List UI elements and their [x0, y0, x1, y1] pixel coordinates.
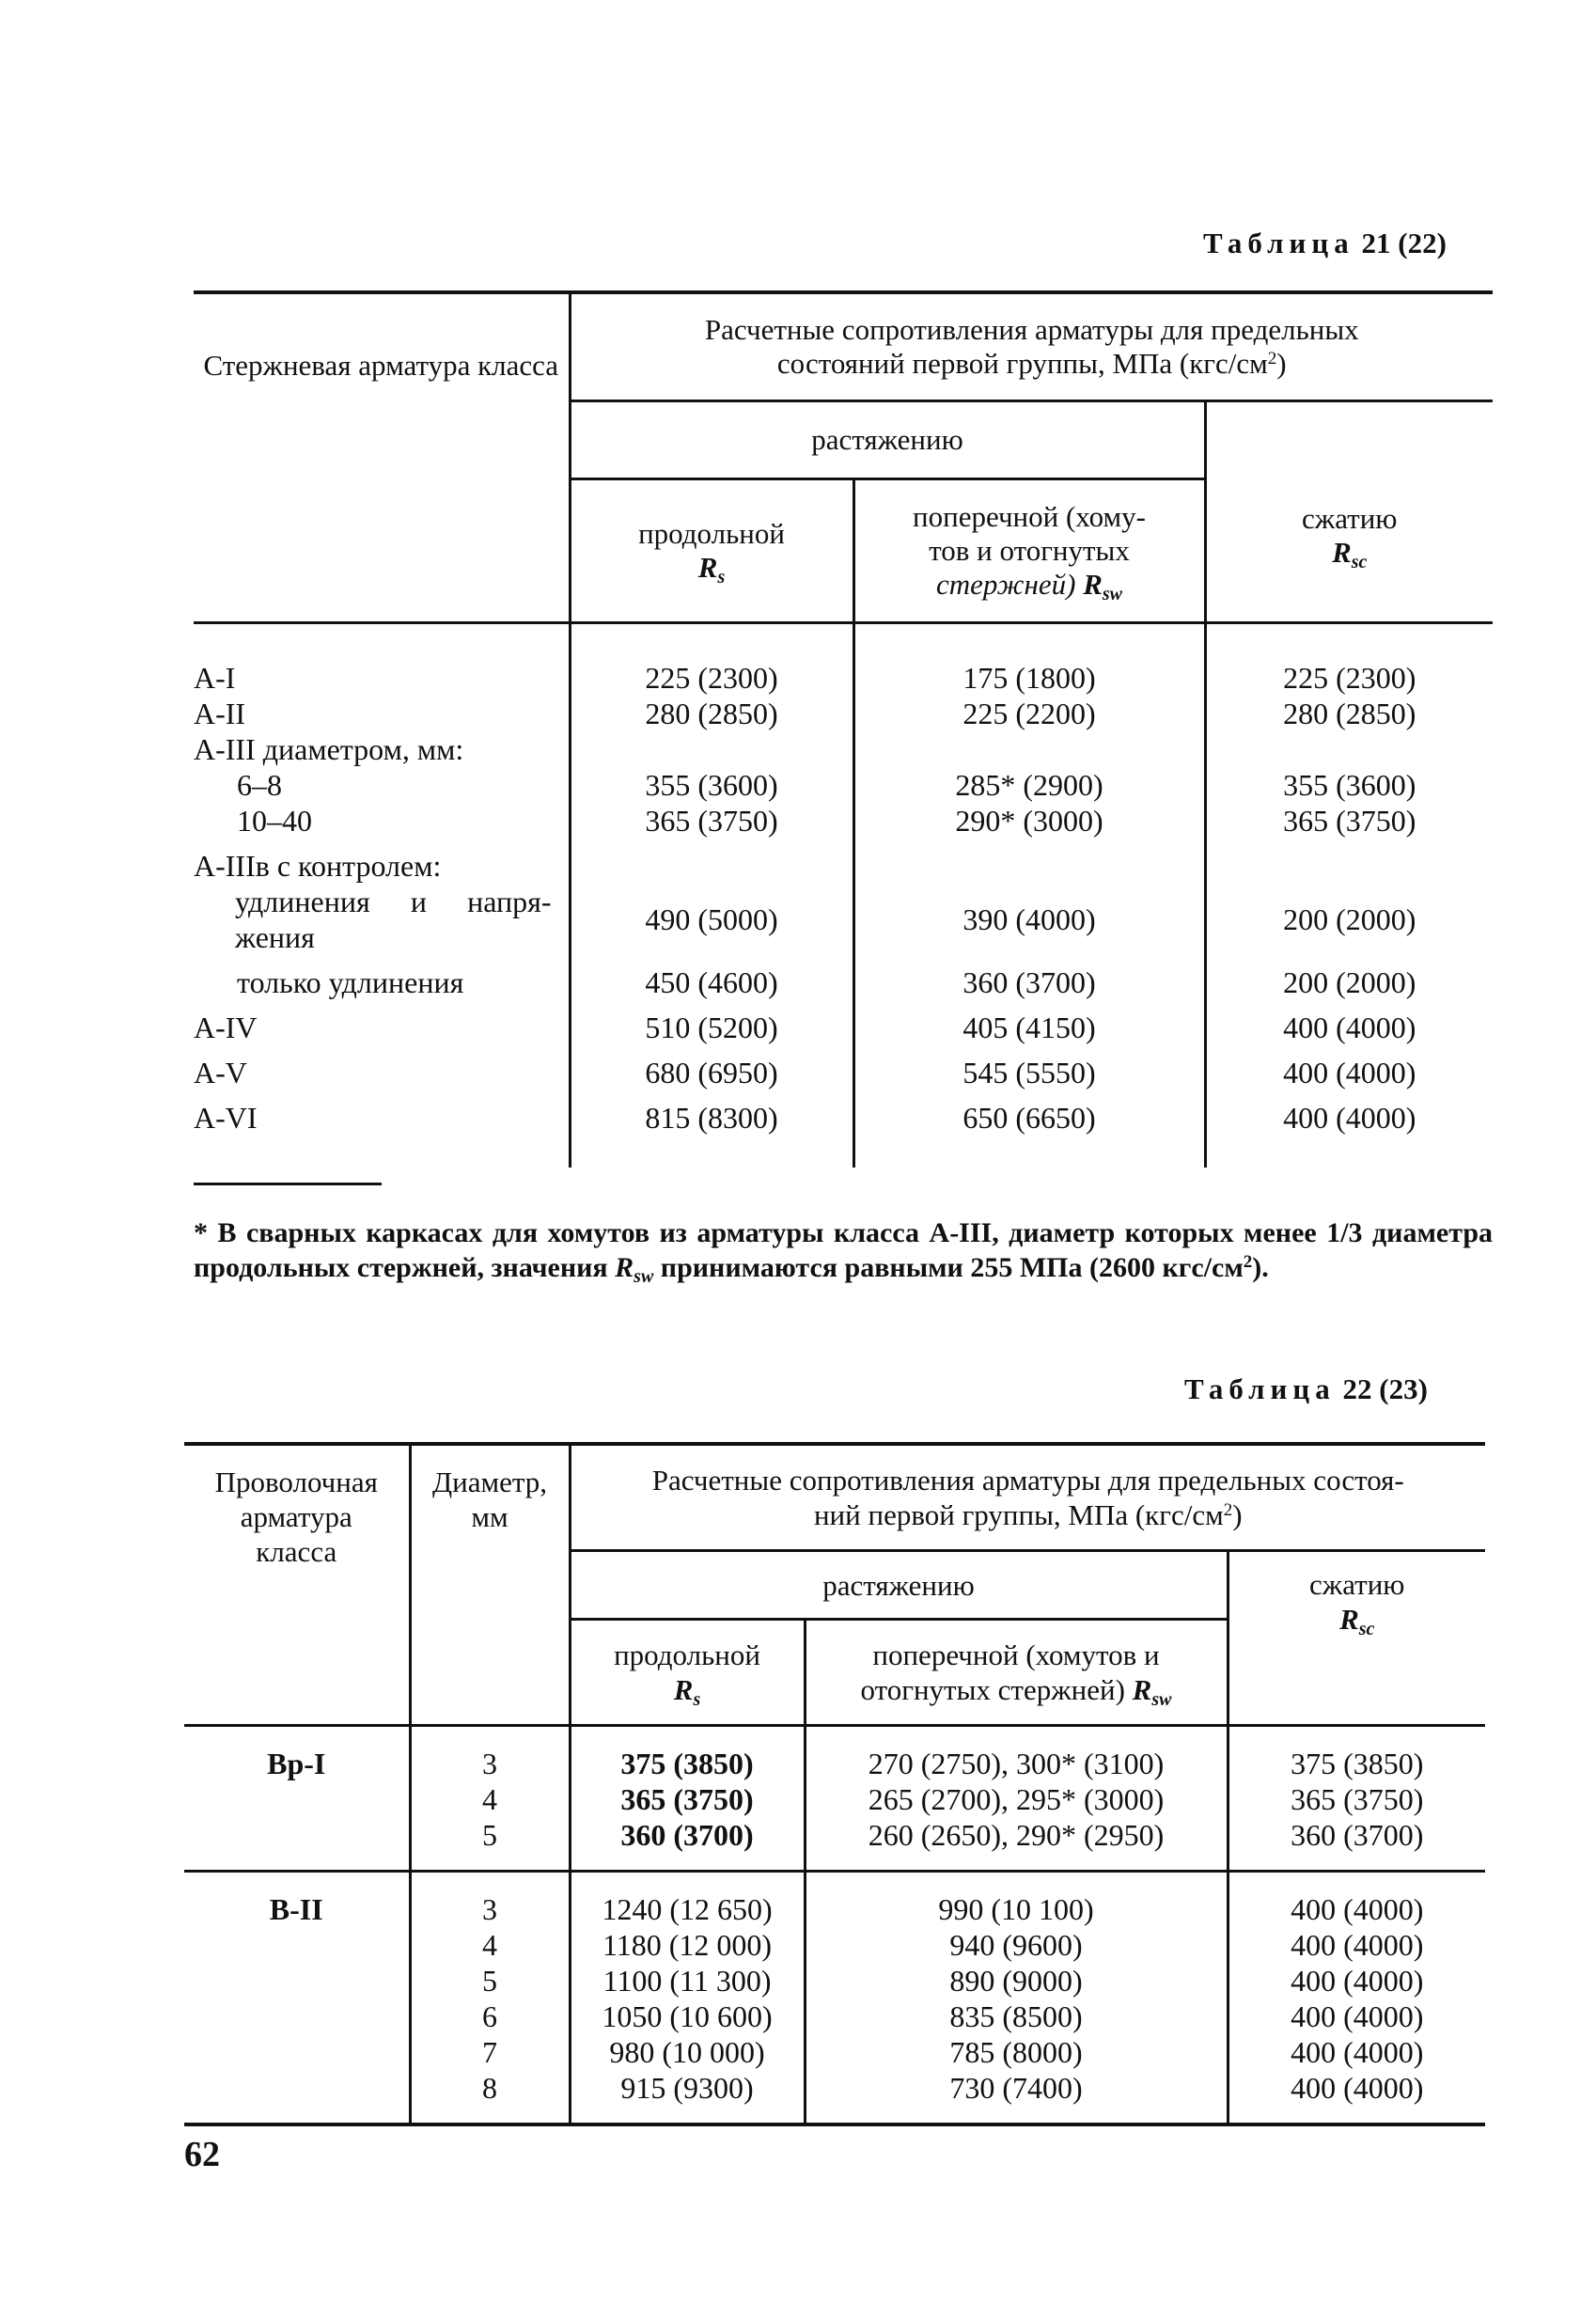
rsc-cell: 400 (4000): [1205, 1000, 1493, 1045]
table-21: [194, 290, 1493, 1168]
class-cell: A-VI: [194, 1101, 258, 1135]
rsc-cell: 365 (3750): [1205, 803, 1493, 839]
class-cell: только удлинения: [237, 965, 464, 999]
class-cell: 10–40: [237, 804, 312, 838]
rsw-cell: 390 (4000): [853, 884, 1205, 955]
rs-cell: 680 (6950): [570, 1045, 853, 1090]
page-number: 62: [184, 2135, 220, 2174]
class-cell: 6–8: [237, 768, 282, 802]
class-cell: A-V: [194, 1056, 247, 1089]
rsw-cell: 290* (3000): [853, 803, 1205, 839]
rsw-cell: 650 (6650): [853, 1090, 1205, 1168]
table-row: [194, 696, 1493, 731]
class-cell: удлинения и напря- жения: [235, 885, 552, 954]
rs-cell: 490 (5000): [570, 884, 853, 955]
header-longitudinal: продольной: [638, 517, 785, 550]
class-cell: A-III диаметром, мм:: [194, 732, 464, 766]
rsc-cell: 200 (2000): [1205, 955, 1493, 1000]
table-21-caption: [1203, 227, 1447, 260]
table-row: [194, 839, 1493, 884]
header-tension: растяжению: [811, 423, 963, 456]
rs-cell: 510 (5200): [570, 1000, 853, 1045]
header-transverse-line2: тов и отогнутых: [929, 534, 1130, 567]
header-diameter: Диаметр, мм: [410, 1444, 570, 1726]
table-row: [194, 623, 1493, 697]
footnote-divider: [194, 1183, 382, 1185]
rs-cell: 225 (2300): [570, 623, 853, 697]
class-cell: A-IIIв с контролем:: [194, 849, 442, 883]
table-22-caption: [1184, 1372, 1428, 1406]
class-cell: A-II: [194, 697, 246, 730]
header-wire-class: Проволочная арматура класса: [184, 1444, 410, 1726]
rs-cell: 280 (2850): [570, 696, 853, 731]
class-cell: A-I: [194, 661, 236, 695]
rs-cell: 450 (4600): [570, 955, 853, 1000]
rsc-cell: 355 (3600): [1205, 767, 1493, 803]
header-longitudinal: продольной $R_s$: [570, 1620, 805, 1726]
rs-cell: 365 (3750): [570, 803, 853, 839]
rsc-cell: 400 (4000): [1205, 1045, 1493, 1090]
footnote: * В сварных каркасах для хомутов из арматуры класса A-III, диаметр которых менее 1/3 диаметра продольных стержней, значения $R_{sw}$ принимаются равными 255 МПа (2600 кгс/$см^2$).: [194, 1217, 1493, 1287]
rsc-cell: 225 (2300): [1205, 623, 1493, 697]
table-22-caption-word: Таблица: [1184, 1372, 1336, 1405]
header-bar-class: Стержневая арматура класса: [203, 349, 559, 382]
header-resistance-line2: состояний первой группы, МПа $(кгс/см^2)$: [776, 347, 1287, 380]
class-cell: A-IV: [194, 1011, 258, 1044]
rsc-cell: 200 (2000): [1205, 884, 1493, 955]
rsc-cell: 400 (4000): [1205, 1090, 1493, 1168]
table-row: [194, 1045, 1493, 1090]
rs-cell: 355 (3600): [570, 767, 853, 803]
rs-cell: 375 (3850) 365 (3750) 360 (3700): [570, 1726, 805, 1872]
rsc-cell: 400 (4000) 400 (4000) 400 (4000) 400 (4000) 400 (4000) 400 (4000): [1228, 1872, 1485, 2125]
diameter-cell: 3 4 5: [410, 1726, 570, 1872]
header-resistance: Расчетные сопротивления арматуры для предельных состоя- ний первой группы, МПа $(кгс/см^2)$: [570, 1444, 1485, 1551]
table-22-caption-number: 22 (23): [1342, 1372, 1428, 1405]
rsc-cell: 280 (2850): [1205, 696, 1493, 731]
table-21-caption-word: Таблица: [1203, 227, 1354, 259]
table-row: [194, 884, 1493, 955]
table-row-group-b2: [184, 1872, 1485, 2125]
rsc-cell: 375 (3850) 365 (3750) 360 (3700): [1228, 1726, 1485, 1872]
header-transverse-line3: стержней) $R_{sw}$: [936, 568, 1122, 604]
table-22: [184, 1442, 1485, 2126]
header-resistance-line1: Расчетные сопротивления арматуры для предельных: [704, 313, 1359, 346]
header-transverse-line1: поперечной (хому-: [913, 500, 1146, 533]
header-compression-symbol: $R_{sc}$: [1332, 535, 1368, 572]
table-row: [194, 731, 1493, 767]
rsw-cell: 285* (2900): [853, 767, 1205, 803]
header-transverse: поперечной (хомутов и отогнутых стержней) $R_{sw}$: [805, 1620, 1228, 1726]
rsw-cell: 225 (2200): [853, 696, 1205, 731]
rsw-cell: 360 (3700): [853, 955, 1205, 1000]
table-row: [194, 955, 1493, 1000]
header-tension: растяжению: [570, 1551, 1228, 1620]
header-longitudinal-symbol: $R_s$: [697, 551, 726, 588]
table-row: [194, 1090, 1493, 1168]
rs-cell: 815 (8300): [570, 1090, 853, 1168]
table-row-group-bp1: [184, 1726, 1485, 1872]
rsw-cell: 545 (5550): [853, 1045, 1205, 1090]
table-row: [194, 803, 1493, 839]
table-row: [194, 1000, 1493, 1045]
rsw-cell: 990 (10 100) 940 (9600) 890 (9000) 835 (8500) 785 (8000) 730 (7400): [805, 1872, 1228, 2125]
table-21-caption-number: 21 (22): [1361, 227, 1447, 259]
header-compression: сжатию: [1302, 501, 1398, 535]
table-row: [194, 767, 1493, 803]
header-compression: сжатию $R_{sc}$: [1228, 1551, 1485, 1726]
rs-cell: 1240 (12 650) 1180 (12 000) 1100 (11 300) 1050 (10 600) 980 (10 000) 915 (9300): [570, 1872, 805, 2125]
class-cell: Вр-I: [267, 1747, 326, 1780]
diameter-cell: 3 4 5 6 7 8: [410, 1872, 570, 2125]
class-cell: B-II: [184, 1872, 410, 2125]
rsw-cell: 175 (1800): [853, 623, 1205, 697]
rsw-cell: 405 (4150): [853, 1000, 1205, 1045]
rsw-cell: 270 (2750), 300* (3100) 265 (2700), 295* (3000) 260 (2650), 290* (2950): [805, 1726, 1228, 1872]
